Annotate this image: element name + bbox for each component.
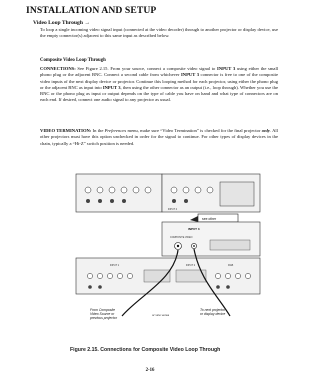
composite-loop-diagram <box>70 170 266 330</box>
input-3-ref-c: INPUT 3 <box>102 84 121 90</box>
intro-paragraph: To loop a single incoming video signal input (connected at the video decoder) through to another projector or display device, use the empty connector(s) adjacent to this same input as described below. <box>40 27 278 39</box>
next-device-label <box>200 308 226 316</box>
source-label-line: previous projector <box>90 316 117 320</box>
subsection-heading: Composite Video Loop Through <box>40 58 106 63</box>
page-number: 2-16 <box>145 368 155 373</box>
section-heading <box>33 20 90 26</box>
next-device-label-line: To next projector <box>200 308 226 312</box>
panel-label-rgb: RGB <box>228 264 234 267</box>
next-device-label-line: or display device <box>200 312 226 316</box>
callout-label: see other <box>202 217 217 221</box>
section-heading-text: Video Loop Through <box>33 20 83 26</box>
source-label-text: From Composite <box>90 308 116 312</box>
panel-label-input-2: INPUT 2 <box>186 264 196 267</box>
either-direction-label: or vice versa <box>152 313 170 317</box>
termination-text-c: . All other projectors must have this option unchecked in order for the signal to continue. For other types of display devices in the chain, typically a “Hi-Z” switch position is needed. <box>40 128 278 146</box>
preferences-menu-ref: Preferences <box>104 128 127 133</box>
termination-text-b: menu, make sure “Video Termination” is checked for the final projector <box>126 128 262 133</box>
loop-through-icon: → <box>84 20 90 26</box>
termination-label: VIDEO TERMINATION: <box>40 128 92 133</box>
connections-label: CONNECTIONS: <box>40 66 76 71</box>
connections-text-c: connector is free to one of the composite video inputs of the next display device or projector. Continue this looping method for each projector, using either the phono plug or the adjacent BNC as input into <box>40 72 279 90</box>
panel-label-input-4: INPUT 4 <box>168 208 178 211</box>
connections-paragraph <box>40 66 278 104</box>
source-label <box>89 308 118 320</box>
source-label-line: Video Source or <box>90 312 115 316</box>
termination-text-a: In the <box>91 128 105 133</box>
input-3-ref-b: INPUT 3 <box>181 72 200 78</box>
panel-label-input-1: INPUT 1 <box>110 264 120 267</box>
termination-paragraph <box>40 128 278 147</box>
input-3-panel <box>162 222 260 256</box>
panel-label-input-3: INPUT 3 <box>188 227 200 231</box>
connections-text-a: See Figure 2.15. From your source, connect a composite video signal to <box>75 66 218 71</box>
page-heading: INSTALLATION AND SETUP <box>26 5 157 16</box>
connections-text-d: , then using the other connector as an output (i.e., loop through). Whether you use the BNC or the phono plug as input or output depends on the type of cable you have on hand and what type of connectors are on each end. If desired, connect one audio signal to any projector as usual. <box>40 84 278 103</box>
input-3-ref-a: INPUT 3 <box>217 66 236 71</box>
only-emphasis: only <box>261 128 270 133</box>
figure-caption: Figure 2.15. Connections for Composite Video Loop Through <box>70 347 221 353</box>
connections-text-b: using either the small phono plug or the adjacent BNC. Connect a second cable from whichever <box>40 66 279 78</box>
panel-label-composite-video: COMPOSITE VIDEO <box>170 236 193 239</box>
see-other-callout <box>190 214 238 222</box>
decoder-io-block <box>220 182 254 206</box>
